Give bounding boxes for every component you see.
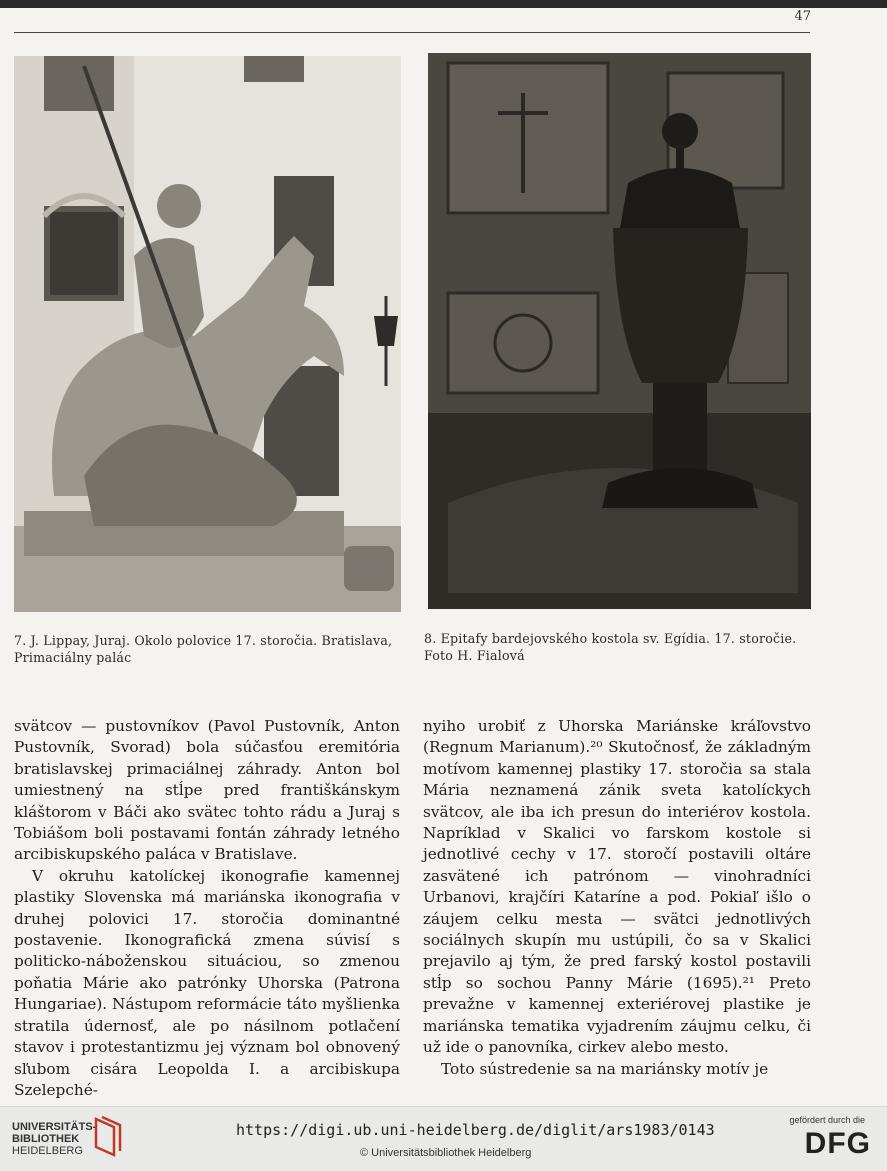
- header-rule: [14, 32, 810, 33]
- ub-logo-icon: [92, 1115, 122, 1159]
- epitaph-illustration: [428, 53, 811, 609]
- paragraph: nyiho urobiť z Uhorska Mariánske kráľovstvo (Regnum Marianum).²⁰ Skutočnosť, že základným motívom kamennej plastiky 17. storočia sa stala Mária neznamená zánik sveta katolíckych svätcov, ale iba ich presun do interiérov kostola. Napríklad v Skalici vo farskom kostole si jednotlivé cechy v 17. storočí postavili oltáre zasvätené ich patrónom — vinohradníci Urbanovi, krajčíri Kataríne a pod. Pokiaľ išlo o záujem celku mesta — svätci jednotlivých sociálnych skupín mu ustúpili, čo sa v Skalici prejavilo aj tým, že pred farský kostol postavili stĺp so sochou Panny Márie (1695).²¹ Preto prevažne v kamennej exteriérovej plastike je mariánska tematika vyjadrením záujmu celku, či už ide o panovníka, cirkev alebo mesto.: [423, 717, 811, 1057]
- dfg-logo[interactable]: DFG: [804, 1127, 871, 1160]
- page-number: 47: [794, 9, 811, 24]
- figure-7-caption: 7. J. Lippay, Juraj. Okolo polovice 17. storočia. Bratislava, Primaciálny palác: [14, 633, 393, 665]
- top-border: [0, 0, 887, 8]
- figure-8-photo: [428, 53, 811, 609]
- text-column-right: [423, 716, 811, 1080]
- figure-7-photo: [14, 56, 401, 612]
- statue-illustration: [14, 56, 401, 612]
- paragraph: svätcov — pustovníkov (Pavol Pustovník, Anton Pustovník, Svorad) bola súčasťou eremitória bratislavskej primaciálnej záhrady. Anton bol umiestnený na stĺpe pred františkánskym kláštorom v Báči ako svätec tohto rádu a Juraj s Tobiášom boli postavami fontán záhrady letného arcibiskupského paláca v Bratislave.: [14, 717, 400, 864]
- figure-8-caption: 8. Epitafy bardejovského kostola sv. Egídia. 17. storočie. Foto H. Fialová: [424, 631, 797, 663]
- ub-heidelberg-logo[interactable]: [12, 1121, 96, 1157]
- logo-line: UNIVERSITÄTS-: [12, 1121, 97, 1133]
- permalink-url[interactable]: https://digi.ub.uni-heidelberg.de/diglit/ars1983/0143: [236, 1121, 715, 1139]
- logo-line: HEIDELBERG: [12, 1145, 83, 1157]
- funding-note: gefördert durch die: [789, 1115, 865, 1125]
- paragraph: Toto sústredenie sa na mariánsky motív je: [441, 1059, 769, 1078]
- copyright-notice: © Universitätsbibliothek Heidelberg: [360, 1147, 532, 1159]
- text-column-left: [14, 716, 400, 1101]
- logo-line: BIBLIOTHEK: [12, 1133, 80, 1145]
- footer-bar: [0, 1106, 887, 1171]
- paragraph: V okruhu katolíckej ikonografie kamennej plastiky Slovenska má mariánska ikonografia v druhej polovici 17. storočia dominantné postavenie. Ikonografická zmena súvisí s politicko-náboženskou situáciou, so zmenou poňatia Márie ako patrónky Uhorska (Patrona Hungariae). Nástupom reformácie táto myšlienka stratila údernosť, ale po násilnom potlačení stavov i protestantizmu jej význam bol obnovený sľubom cisára Leopolda I. a arcibiskupa Szelepché-: [14, 866, 400, 1099]
